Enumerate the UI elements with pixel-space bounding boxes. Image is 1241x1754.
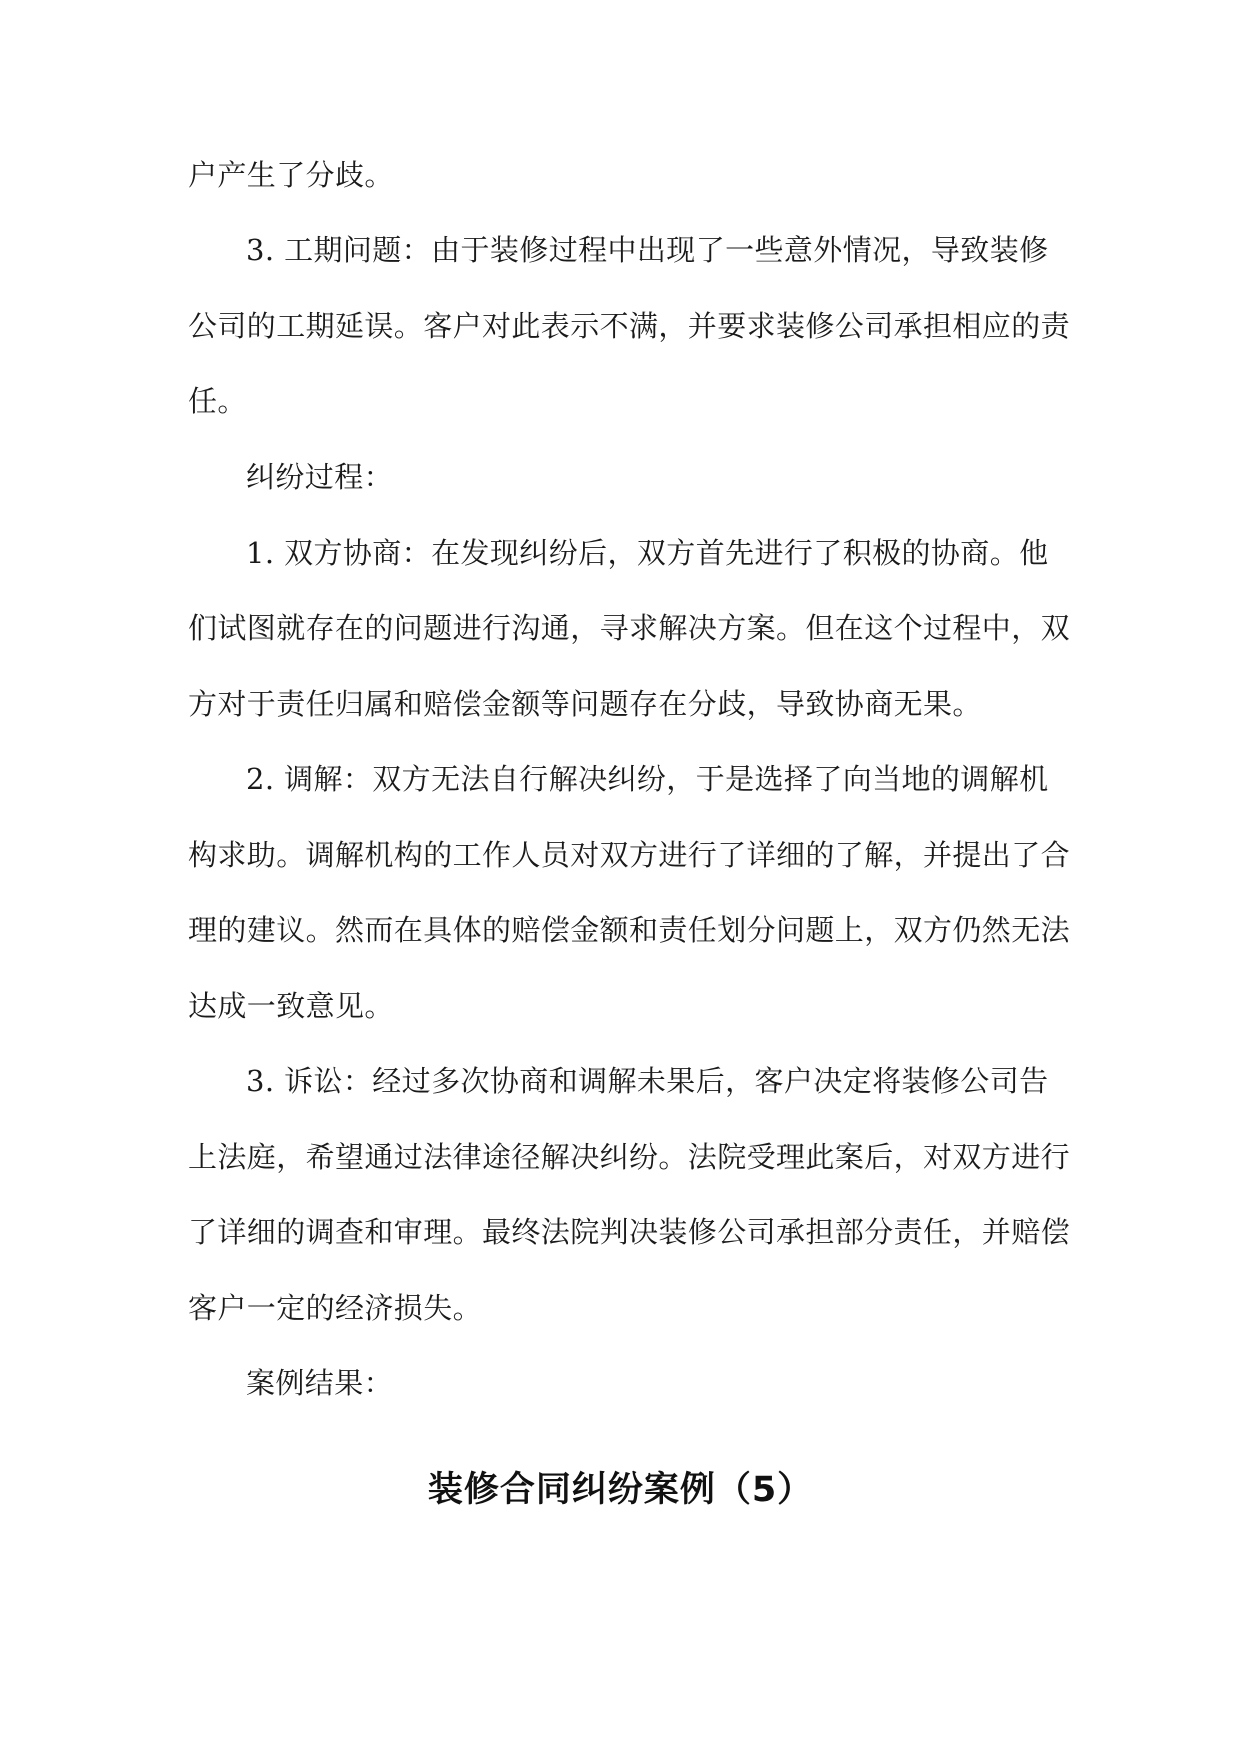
body-line: 任。 — [188, 384, 247, 418]
body-line: 构求助。调解机构的工作人员对双方进行了详细的了解，并提出了合 — [188, 838, 1071, 872]
body-line: 上法庭，希望通过法律途径解决纠纷。法院受理此案后，对双方进行 — [188, 1140, 1071, 1174]
body-line: 方对于责任归属和赔偿金额等问题存在分歧，导致协商无果。 — [188, 687, 982, 721]
body-line: 了详细的调查和审理。最终法院判决装修公司承担部分责任，并赔偿 — [188, 1215, 1071, 1249]
section-heading-case-result: 案例结果： — [246, 1366, 394, 1400]
body-line: 们试图就存在的问题进行沟通，寻求解决方案。但在这个过程中，双 — [188, 611, 1071, 645]
body-line: 理的建议。然而在具体的赔偿金额和责任划分问题上，双方仍然无法 — [188, 913, 1071, 947]
section-heading-dispute-process: 纠纷过程： — [246, 460, 394, 494]
body-line-continuation: 户产生了分歧。 — [188, 158, 394, 192]
body-line: 达成一致意见。 — [188, 989, 394, 1023]
document-title: 装修合同纠纷案例（5） — [427, 1470, 814, 1510]
body-line: 公司的工期延误。客户对此表示不满，并要求装修公司承担相应的责 — [188, 309, 1071, 343]
item-negotiation: 1. 双方协商：在发现纠纷后，双方首先进行了积极的协商。他 — [246, 536, 1049, 570]
item-schedule-issue: 3. 工期问题：由于装修过程中出现了一些意外情况，导致装修 — [246, 233, 1049, 267]
item-litigation: 3. 诉讼：经过多次协商和调解未果后，客户决定将装修公司告 — [246, 1064, 1049, 1098]
body-line: 客户一定的经济损失。 — [188, 1291, 483, 1325]
item-mediation: 2. 调解：双方无法自行解决纠纷，于是选择了向当地的调解机 — [246, 762, 1049, 796]
